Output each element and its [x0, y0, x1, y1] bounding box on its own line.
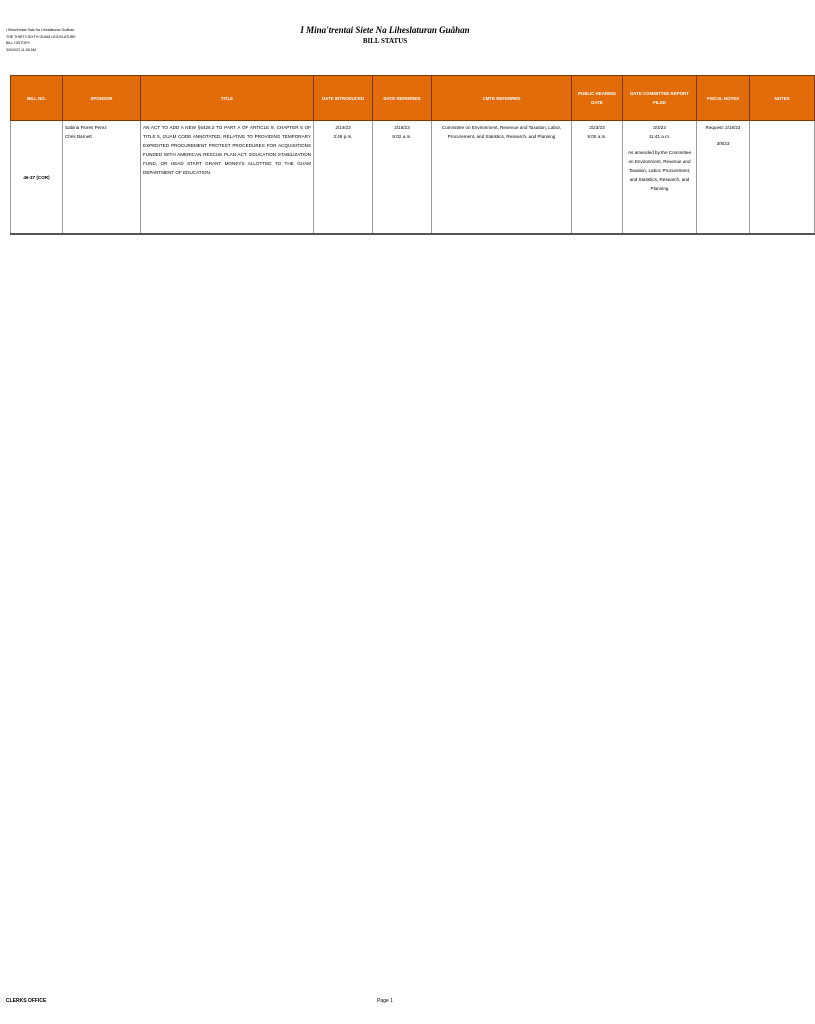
date-introduced: 2/14/23: [335, 125, 351, 130]
col-bill-no: BILL NO.: [11, 76, 63, 121]
sponsor-name: Sabina Flores Perez: [65, 125, 107, 130]
fiscal-date: 3/8/23: [716, 141, 730, 146]
col-date-referred: DATE REFERRED: [373, 76, 432, 121]
footer-office: CLERKS OFFICE: [6, 998, 47, 1004]
report-filed-cell: [623, 121, 697, 235]
notes-cell: [750, 121, 815, 235]
meta-line: THE THIRTY-SIXTH GUAM LEGISLATURE: [6, 34, 76, 39]
col-date-introduced: DATE INTRODUCED: [314, 76, 373, 121]
page-title: I Mina'trentai Siete Na Liheslaturan Guåhan: [300, 25, 470, 35]
col-notes: NOTES: [750, 76, 815, 121]
sponsor-name: Chris Barnett: [65, 134, 92, 139]
date-referred: 2/16/23: [394, 125, 410, 130]
col-report-filed: DATE COMMITTEE REPORT FILED: [623, 76, 697, 121]
fiscal-notes-cell: [697, 121, 750, 235]
time-referred: 8:02 a.m.: [392, 134, 412, 139]
committee-referred: Committee on Environment, Revenue and Taxation, Labor, Procurement, and Statistics, Research, and Planning: [432, 121, 572, 235]
col-sponsor: SPONSOR: [63, 76, 141, 121]
col-public-hearing: PUBLIC HEARING DATE: [572, 76, 623, 121]
date-introduced-cell: [314, 121, 373, 235]
table-header-row: [11, 76, 815, 121]
hearing-cell: [572, 121, 623, 235]
col-title: TITLE: [141, 76, 314, 121]
col-fiscal-notes: FISCAL NOTES: [697, 76, 750, 121]
table-row: [11, 121, 815, 235]
date-referred-cell: [373, 121, 432, 235]
page-subtitle: BILL STATUS: [362, 37, 408, 45]
col-cmte-referred: CMTE REFERRED: [432, 76, 572, 121]
time-introduced: 3:49 p.m.: [333, 134, 353, 139]
hearing-date: 2/23/23: [589, 125, 605, 130]
bill-title: AN ACT TO ADD A NEW §5426.2 TO PART A OF ARTICLE 9, CHAPTER 5 OF TITLE 5, GUAM CODE ANNOTATED, RELATIVE TO PROVIDING TEMPORARY EXPEDITED PROCUREMENT PROTEST PROCEDURES FOR ACQUISITIONS FUNDED WITH AMERICAN RESCUE PLAN ACT, EDUCATION STABILIZATION FUND, OR HEAD START GRANT MONEYS ALLOTTED TO THE GUAM DEPARTMENT OF EDUCATION.: [141, 121, 314, 235]
sponsor-cell: [63, 121, 141, 235]
fiscal-request: Request: 2/16/23: [705, 125, 741, 130]
hearing-time: 9:00 a.m.: [587, 134, 607, 139]
report-date: 3/3/23: [653, 125, 666, 130]
page-number: Page 1: [377, 998, 393, 1004]
meta-line: 3/9/2023 11:55 AM: [6, 47, 36, 52]
bill-status-table: [10, 75, 815, 235]
bill-number: 46-37 (COR): [11, 121, 63, 235]
report-time: 11:41 a.m.: [648, 134, 671, 139]
report-note: As amended by the Committee on Environment, Revenue and Taxation, Labor, Procurement, and Statistics, Research, and Planning: [627, 150, 692, 191]
meta-line: BILL HISTORY: [6, 41, 31, 45]
meta-line: I Mina'trentai Sais Na Liheslaturan Guåhan: [6, 28, 75, 32]
